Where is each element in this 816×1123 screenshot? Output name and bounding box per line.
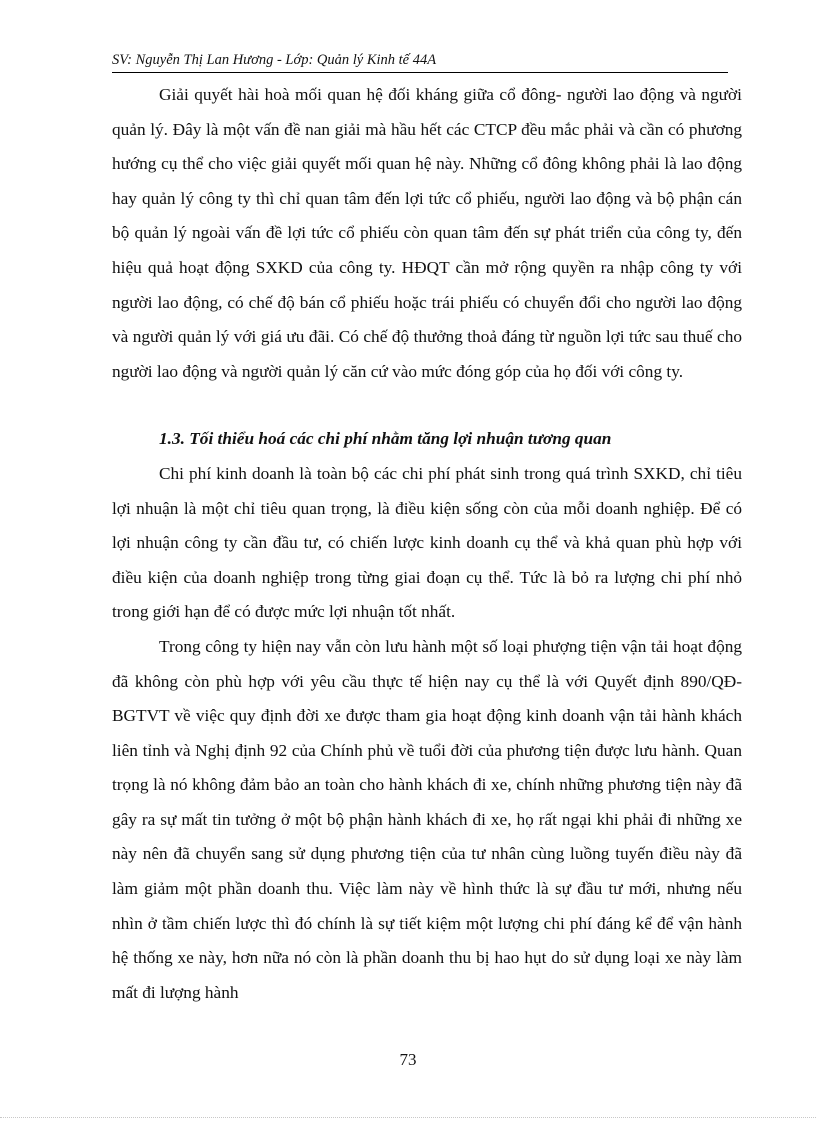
- paragraph-shareholder-relations: Giải quyết hài hoà mối quan hệ đối kháng giữa cổ đông- người lao động và người quản lý. Đây là một vấn đề nan giải mà hầu hết các CTCP đều mắc phải và cần có phương hướng cụ thể cho việc giải quyết mối quan hệ này. Những cổ đông không phải là lao động hay quản lý công ty thì chỉ quan tâm đến lợi tức cổ phiếu, người lao động và bộ phận cán bộ quản lý ngoài vấn đề lợi tức cổ phiếu còn quan tâm đến sự phát triển của công ty, đến hiệu quả hoạt động SXKD của công ty. HĐQT cần mở rộng quyền ra nhập công ty với người lao động, có chế độ bán cổ phiếu hoặc trái phiếu có chuyển đổi cho người lao động và người quản lý với giá ưu đãi. Có chế độ thưởng thoả đáng từ nguồn lợi tức sau thuế cho người lao động và người quản lý căn cứ vào mức đóng góp của họ đối với công ty.: [112, 85, 742, 381]
- page-bottom-divider: [0, 1117, 816, 1118]
- paragraph-business-costs: Chi phí kinh doanh là toàn bộ các chi phí phát sinh trong quá trình SXKD, chỉ tiêu lợi nhuận là một chỉ tiêu quan trọng, là điều kiện sống còn của mỗi doanh nghiệp. Để có lợi nhuận công ty cần đầu tư, có chiến lược kinh doanh cụ thể và khả quan phù hợp với điều kiện của doanh nghiệp trong từng giai đoạn cụ thể. Tức là bỏ ra lượng chi phí nhỏ trong giới hạn để có được mức lợi nhuận tốt nhất.: [112, 463, 742, 622]
- page-header: SV: Nguyễn Thị Lan Hương - Lớp: Quản lý Kinh tế 44A: [112, 50, 728, 73]
- paragraph-vehicle-fleet: Trong công ty hiện nay vẫn còn lưu hành một số loại phượng tiện vận tải hoạt động đã không còn phù hợp với yêu cầu thực tế hiện nay cụ thể là với Quyết định 890/QĐ-BGTVT về việc quy định đời xe được tham gia hoạt động kinh doanh vận tải hành khách liên tỉnh và Nghị định 92 của Chính phủ về tuổi đời của phương tiện được lưu hành. Quan trọng là nó không đảm bảo an toàn cho hành khách đi xe, chính những phương tiện này đã gây ra sự mất tin tưởng ở một bộ phận hành khách đi xe, họ rất ngại khi phải đi những xe này nên đã chuyển sang sử dụng phương tiện của tư nhân cùng luồng tuyến điều này đã làm giảm một phần doanh thu. Việc làm này về hình thức là sự đầu tư mới, nhưng nếu nhìn ở tầm chiến lược thì đó chính là sự tiết kiệm một lượng chi phí đáng kể để vận hành hệ thống xe này, hơn nữa nó còn là phần doanh thu bị hao hụt do sử dụng loại xe này làm mất đi lượng hành: [112, 636, 742, 1002]
- page-number: 73: [399, 1050, 417, 1069]
- page-body: [112, 78, 742, 1010]
- section-heading-1-3: 1.3. Tối thiểu hoá các chi phí nhằm tăng lợi nhuận tương quan: [159, 429, 612, 449]
